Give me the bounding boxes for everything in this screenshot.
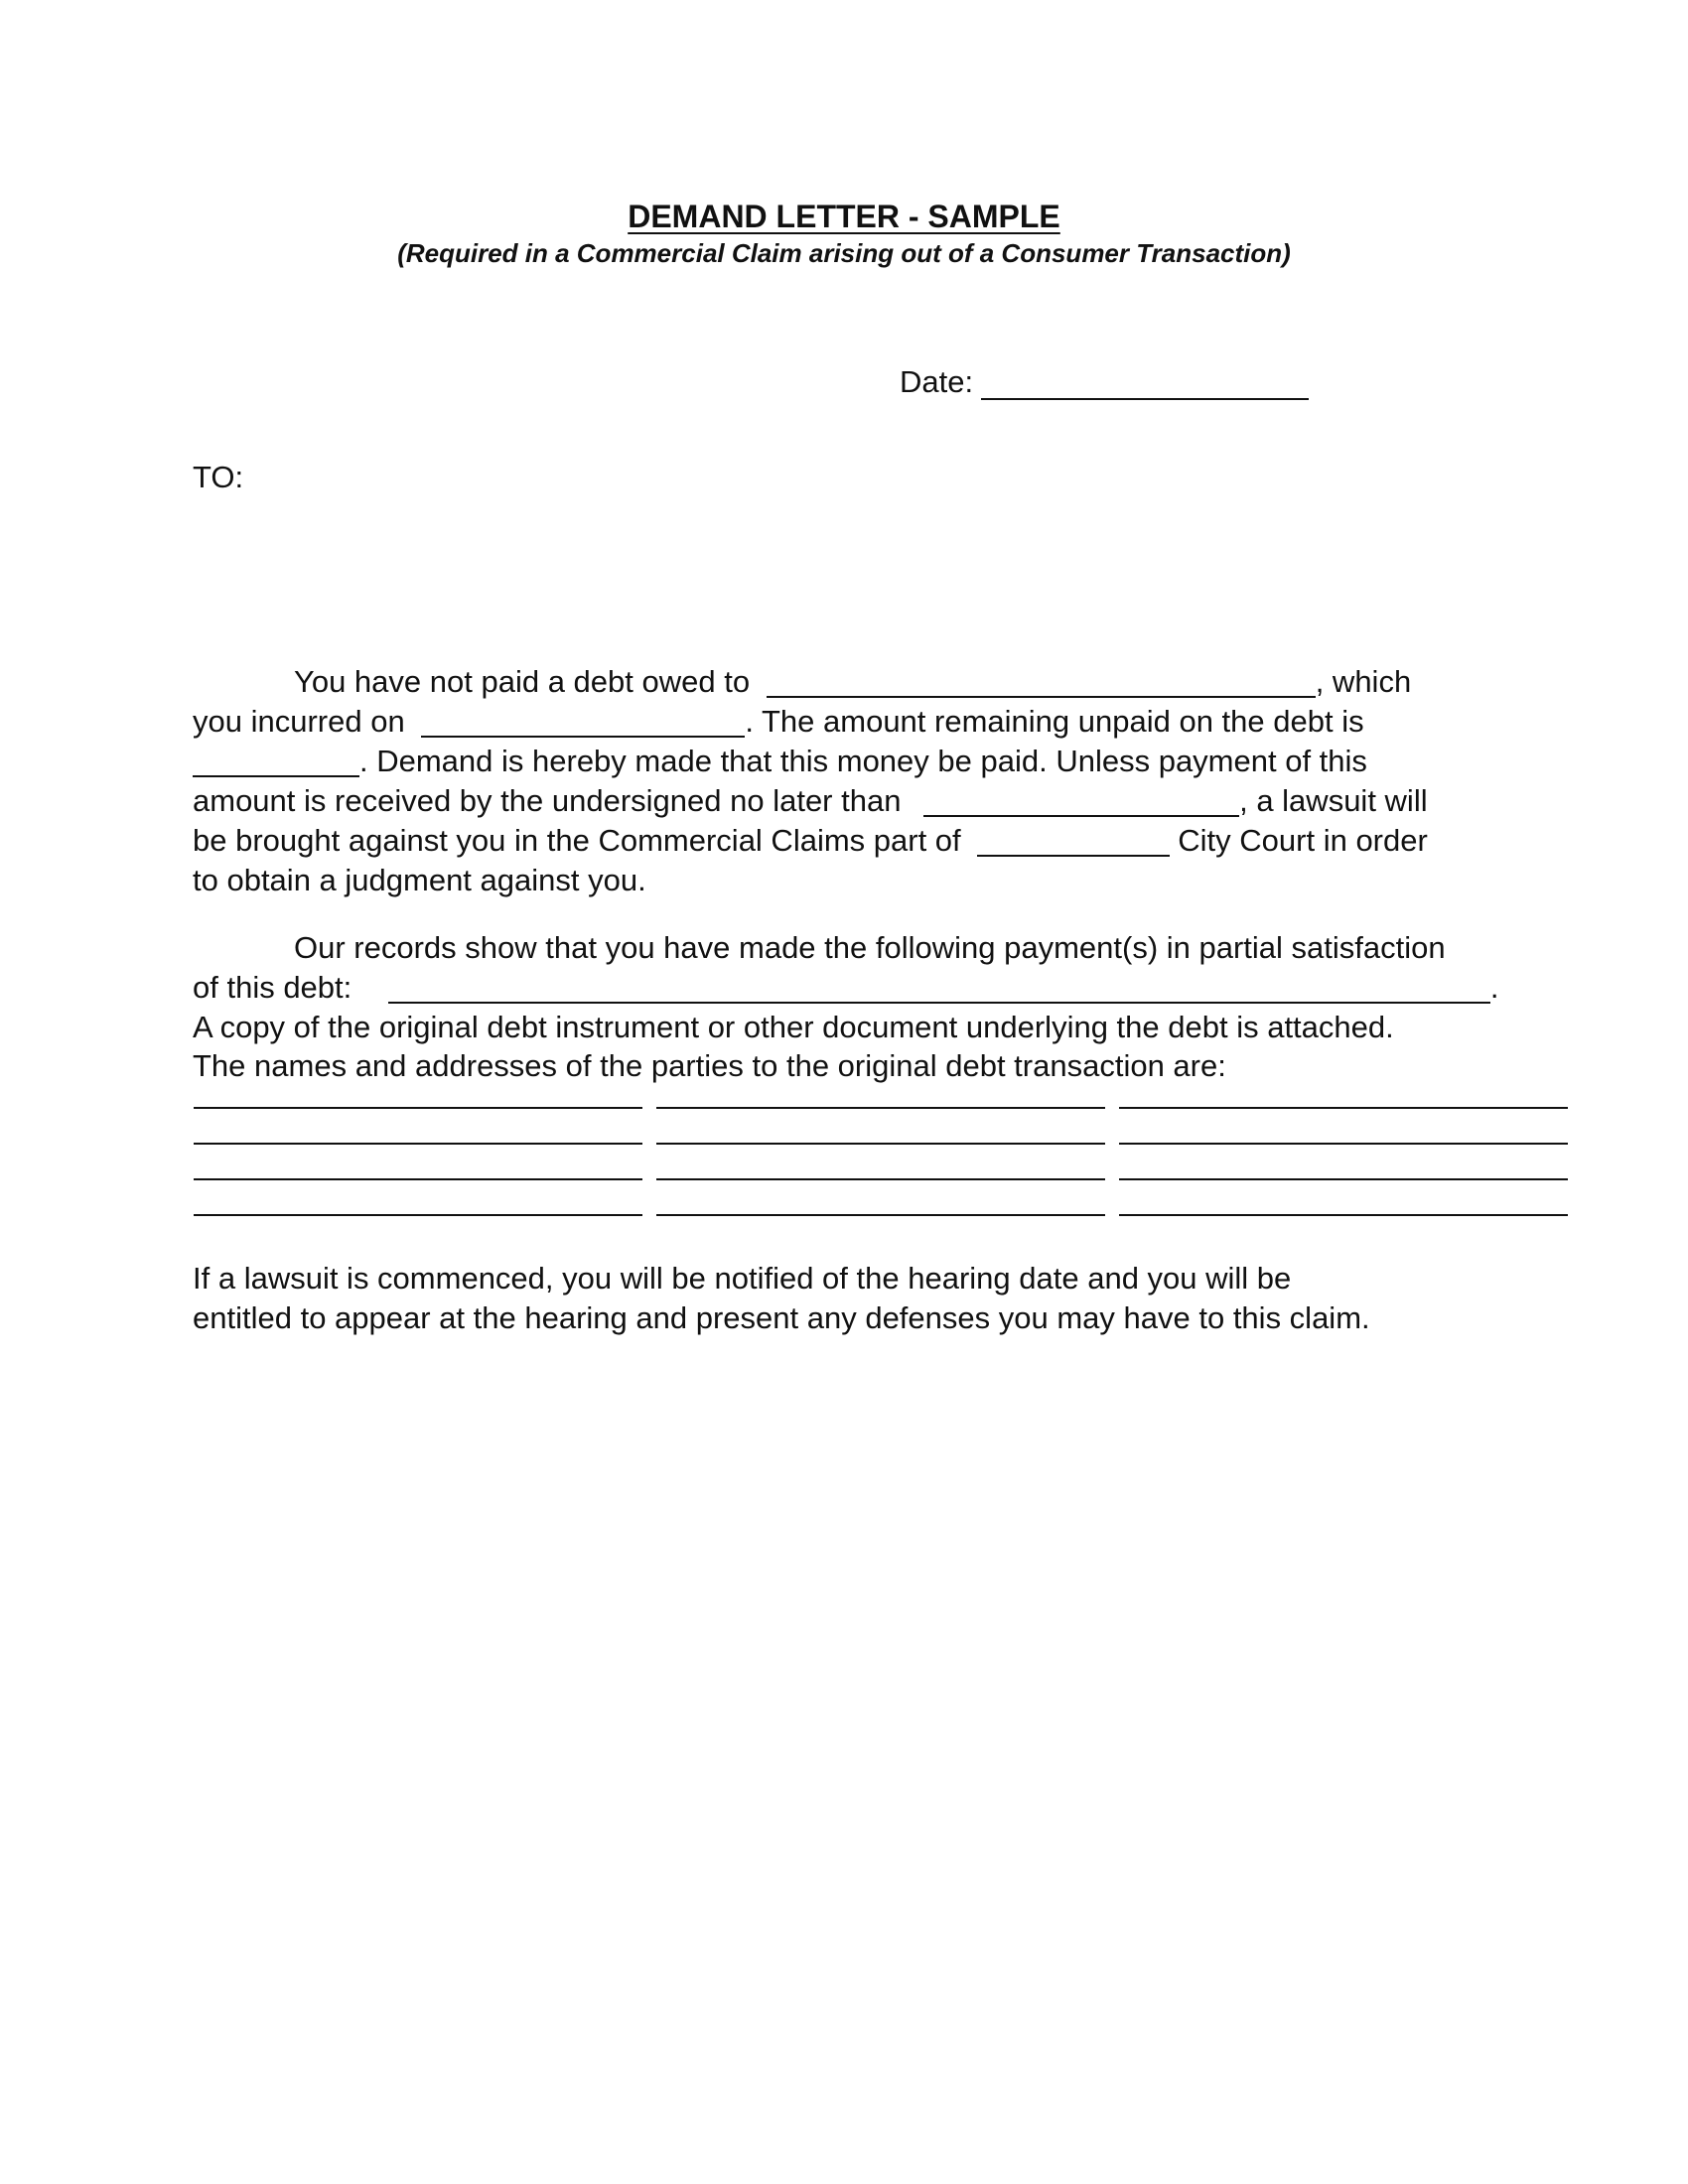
paragraph2-line4: The names and addresses of the parties to the original debt transaction are: xyxy=(193,1048,1226,1083)
document-title: DEMAND LETTER - SAMPLE xyxy=(628,199,1060,234)
party-line-r1-c1[interactable] xyxy=(194,1107,642,1109)
paragraph3-line2: entitled to appear at the hearing and present any defenses you may have to this claim. xyxy=(193,1300,1370,1335)
paragraph2-line3: A copy of the original debt instrument or other document underlying the debt is attached. xyxy=(193,1010,1394,1044)
paragraph2-line2: of this debt: . xyxy=(193,970,1499,1005)
party-line-r4-c3[interactable] xyxy=(1119,1214,1568,1216)
payments-blank[interactable] xyxy=(388,1002,1490,1004)
paragraph1-line6: to obtain a judgment against you. xyxy=(193,863,646,897)
date-blank[interactable] xyxy=(981,398,1309,400)
party-line-r3-c1[interactable] xyxy=(194,1178,642,1180)
party-line-r4-c1[interactable] xyxy=(194,1214,642,1216)
party-line-r2-c1[interactable] xyxy=(194,1143,642,1145)
party-line-r1-c3[interactable] xyxy=(1119,1107,1568,1109)
party-line-r3-c3[interactable] xyxy=(1119,1178,1568,1180)
amount-blank[interactable] xyxy=(193,775,359,777)
creditor-blank[interactable] xyxy=(767,696,1316,698)
party-line-r2-c3[interactable] xyxy=(1119,1143,1568,1145)
party-line-r1-c2[interactable] xyxy=(656,1107,1105,1109)
paragraph2-line1: Our records show that you have made the following payment(s) in partial satisfaction xyxy=(294,930,1446,965)
paragraph1-line3: . Demand is hereby made that this money be paid. Unless payment of this xyxy=(193,742,1367,781)
paragraph3-line1: If a lawsuit is commenced, you will be notified of the hearing date and you will be xyxy=(193,1261,1292,1296)
incurred-date-blank[interactable] xyxy=(421,736,745,738)
party-line-r4-c2[interactable] xyxy=(656,1214,1105,1216)
party-line-r3-c2[interactable] xyxy=(656,1178,1105,1180)
document-subtitle: (Required in a Commercial Claim arising out of a Consumer Transaction) xyxy=(397,238,1291,268)
party-line-r2-c2[interactable] xyxy=(656,1143,1105,1145)
date-field xyxy=(900,362,1309,402)
paragraph1-line5: be brought against you in the Commercial Claims part of City Court in order xyxy=(193,823,1428,858)
paragraph1-line2: you incurred on . The amount remaining unpaid on the debt is xyxy=(193,704,1364,739)
paragraph1-line4: amount is received by the undersigned no later than , a lawsuit will xyxy=(193,783,1428,818)
paragraph1-line1: You have not paid a debt owed to , which xyxy=(294,664,1412,699)
city-blank[interactable] xyxy=(977,855,1170,857)
deadline-blank[interactable] xyxy=(923,815,1239,817)
recipient-label: TO: xyxy=(193,460,244,494)
date-label: Date: xyxy=(900,364,974,399)
